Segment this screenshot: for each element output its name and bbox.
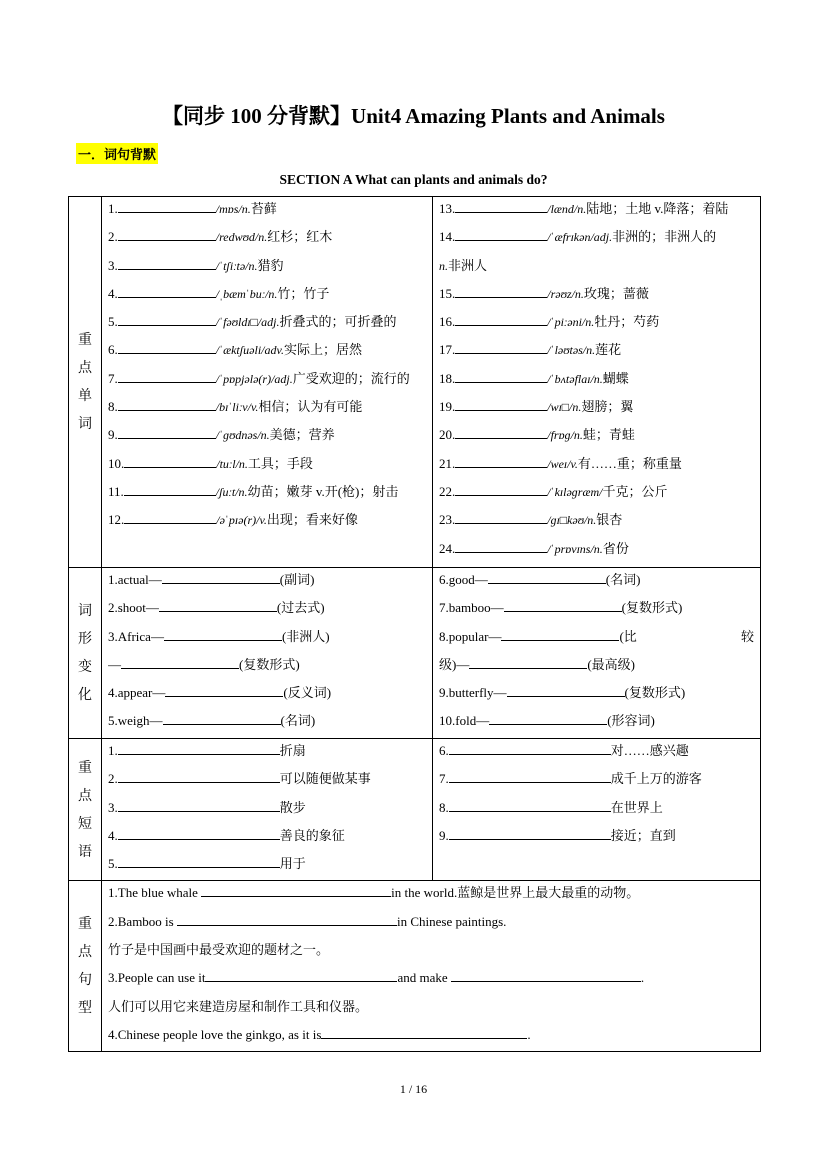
item-number: 3. xyxy=(108,257,118,273)
item-number: 6. xyxy=(439,743,449,758)
word-form-item xyxy=(439,653,754,681)
base-word: 9.butterfly— xyxy=(439,685,507,701)
phonetic: /ʃuːt/n. xyxy=(215,484,248,499)
base-word: — xyxy=(108,656,121,672)
meaning: 对……感兴趣 xyxy=(610,743,689,758)
answer-blank[interactable] xyxy=(455,368,547,383)
answer-blank[interactable] xyxy=(455,481,547,496)
sentence-text: 2.Bamboo is xyxy=(108,913,174,929)
answer-blank[interactable] xyxy=(455,509,547,524)
meaning: 相信；认为有可能 xyxy=(258,399,363,415)
item-number: 7. xyxy=(439,771,449,787)
answer-blank[interactable] xyxy=(118,853,280,868)
base-word: 10.fold— xyxy=(439,713,490,729)
phonetic: /wɪ□/n. xyxy=(547,400,582,415)
meaning: 省份 xyxy=(602,540,629,556)
page-number: 1 / 16 xyxy=(399,1082,428,1096)
base-word: 级)— xyxy=(439,656,470,672)
item-number: 23. xyxy=(439,512,456,528)
sentence-text: in the world. xyxy=(391,885,458,901)
answer-blank[interactable] xyxy=(118,226,216,241)
form-hint: (反义词) xyxy=(283,685,332,701)
row-label-sentences: 重点句型 xyxy=(69,881,102,1052)
phonetic: /ˈæfrɪkən/adj. xyxy=(547,230,613,245)
answer-blank[interactable] xyxy=(118,255,216,270)
forms-right xyxy=(433,568,761,739)
phrase-item xyxy=(108,852,426,880)
meaning: 有……重；称重量 xyxy=(577,455,682,471)
answer-blank[interactable] xyxy=(455,339,547,354)
form-hint: (形容词) xyxy=(607,713,655,729)
meaning: 莲花 xyxy=(595,342,622,358)
answer-blank[interactable] xyxy=(118,311,216,326)
sentence-translation: 人们可以用它来建造房屋和制作工具和仪器。 xyxy=(108,998,369,1014)
word-form-item xyxy=(108,625,426,653)
item-number: 21. xyxy=(439,455,456,471)
sentence-2 xyxy=(108,910,754,938)
sentence-translation: 蓝鲸是世界上最大最重的动物。 xyxy=(457,885,640,901)
item-number: 8. xyxy=(108,399,118,415)
phrase-item xyxy=(439,767,754,795)
vocab-right xyxy=(433,197,761,568)
word-form-item xyxy=(108,596,426,624)
answer-blank[interactable] xyxy=(455,283,547,298)
form-hint: (复数形式) xyxy=(621,600,683,616)
vocab-item xyxy=(108,395,426,423)
worksheet-table xyxy=(68,196,761,1052)
meaning: 在世界上 xyxy=(610,799,663,815)
item-number: 6. xyxy=(108,342,118,358)
item-number: 1. xyxy=(108,743,118,758)
form-hint: 较 xyxy=(740,628,754,644)
answer-blank[interactable] xyxy=(455,424,547,439)
phrase-item xyxy=(108,824,426,852)
sentence-text: 1.The blue whale xyxy=(108,885,198,901)
item-number: 12. xyxy=(108,512,125,528)
word-form-item xyxy=(439,709,754,737)
phonetic: n. xyxy=(439,258,448,273)
meaning: 陆地；土地 v.降落；着陆 xyxy=(586,201,729,216)
form-hint: (复数形式) xyxy=(239,656,300,672)
answer-blank[interactable] xyxy=(449,797,611,812)
item-number: 5. xyxy=(108,856,118,872)
answer-blank[interactable] xyxy=(121,654,239,669)
answer-blank[interactable] xyxy=(449,740,611,755)
item-number: 1. xyxy=(108,201,118,216)
sentence-3 xyxy=(108,966,754,994)
item-number: 19. xyxy=(439,399,456,415)
answer-blank[interactable] xyxy=(124,453,216,468)
form-hint: (名词) xyxy=(280,713,316,729)
vocab-item xyxy=(439,197,754,225)
meaning: 美德；营养 xyxy=(269,427,335,443)
item-number: 7. xyxy=(108,370,118,386)
phonetic: /bɪˈliːv/v. xyxy=(215,400,259,415)
phonetic: /ˈɡʊdnəs/n. xyxy=(215,428,270,443)
phrase-item xyxy=(439,739,754,767)
answer-blank[interactable] xyxy=(164,626,282,641)
vocab-item xyxy=(108,367,426,395)
form-hint: (非洲人) xyxy=(281,628,330,644)
item-number: 20. xyxy=(439,427,456,443)
meaning: 翅膀；翼 xyxy=(581,399,634,415)
phonetic: /ˈbʌtəflaɪ/n. xyxy=(547,371,603,386)
meaning: 接近；直到 xyxy=(610,827,676,843)
vocab-item xyxy=(439,395,754,423)
answer-blank[interactable] xyxy=(455,226,547,241)
word-form-left xyxy=(439,625,637,653)
base-word: 4.appear— xyxy=(108,685,166,701)
phonetic: /frɒɡ/n. xyxy=(547,428,583,443)
vocab-item xyxy=(108,338,426,366)
answer-blank[interactable] xyxy=(455,311,547,326)
base-word: 6.good— xyxy=(439,572,488,587)
word-form-item xyxy=(108,709,426,737)
meaning: 实际上；居然 xyxy=(283,342,362,358)
item-number: 14. xyxy=(439,229,456,245)
answer-blank[interactable] xyxy=(321,1024,527,1039)
item-number: 18. xyxy=(439,370,456,386)
item-number: 9. xyxy=(108,427,118,443)
row-label-phrases: 重点短语 xyxy=(69,739,102,881)
answer-blank[interactable] xyxy=(165,682,283,697)
meaning: 猎豹 xyxy=(257,257,284,273)
phonetic: /ˈləʊtəs/n. xyxy=(547,343,596,358)
meaning: 玫瑰；蔷薇 xyxy=(583,285,649,301)
vocab-item xyxy=(439,508,754,536)
answer-blank[interactable] xyxy=(201,882,391,897)
meaning: 竹；竹子 xyxy=(277,285,330,301)
meaning: 蛙；青蛙 xyxy=(582,427,635,443)
answer-blank[interactable] xyxy=(455,396,547,411)
vocab-item xyxy=(108,225,426,253)
word-form-item xyxy=(439,568,754,596)
item-number: 15. xyxy=(439,285,456,301)
answer-blank[interactable] xyxy=(469,654,587,669)
answer-blank[interactable] xyxy=(501,626,619,641)
answer-blank[interactable] xyxy=(489,710,607,725)
answer-blank[interactable] xyxy=(118,198,216,213)
vocab-item xyxy=(108,197,426,225)
forms-left xyxy=(102,568,433,739)
form-hint: (名词) xyxy=(605,572,641,587)
base-word: 3.Africa— xyxy=(108,628,164,644)
answer-blank[interactable] xyxy=(162,569,280,584)
meaning: 千克；公斤 xyxy=(602,483,668,499)
item-number: 16. xyxy=(439,314,456,330)
answer-blank[interactable] xyxy=(118,797,280,812)
phonetic: /redwʊd/n. xyxy=(215,230,268,245)
row-label-vocab: 重点单词 xyxy=(69,197,102,568)
vocab-item xyxy=(108,282,426,310)
base-word: 2.shoot— xyxy=(108,600,159,616)
item-number: 13. xyxy=(439,201,456,216)
meaning: 银杏 xyxy=(596,512,623,528)
answer-blank[interactable] xyxy=(118,740,280,755)
sentence-4 xyxy=(108,1023,754,1051)
base-word: 5.weigh— xyxy=(108,713,163,729)
phrase-item xyxy=(439,824,754,852)
phonetic: /ɡɪ□kəʊ/n. xyxy=(547,513,597,528)
form-hint: (副词) xyxy=(279,572,315,587)
phrases-left xyxy=(102,739,433,881)
sentence-1 xyxy=(108,881,754,909)
item-number: 24. xyxy=(439,540,456,556)
answer-blank[interactable] xyxy=(118,768,280,783)
phrase-item xyxy=(108,796,426,824)
answer-blank[interactable] xyxy=(118,339,216,354)
phonetic: /ˈkɪləɡræm/ xyxy=(547,484,603,499)
vocab-item xyxy=(439,310,754,338)
answer-blank[interactable] xyxy=(449,768,611,783)
item-number: 22. xyxy=(439,483,456,499)
vocab-item xyxy=(108,254,426,282)
meaning: 工具；手段 xyxy=(247,455,313,471)
phonetic: /rəʊz/n. xyxy=(547,286,584,301)
answer-blank[interactable] xyxy=(507,682,625,697)
sentence-text: 4.Chinese people love the ginkgo, as it is xyxy=(108,1026,322,1042)
section-heading: 一．词句背默 xyxy=(76,143,158,164)
vocab-item xyxy=(439,338,754,366)
vocab-item xyxy=(439,367,754,395)
phrase-item xyxy=(108,739,426,767)
sentence-text: and make xyxy=(397,970,448,986)
answer-blank[interactable] xyxy=(504,597,622,612)
meaning: 善良的象征 xyxy=(279,827,345,843)
meaning: 广受欢迎的；流行的 xyxy=(292,370,410,386)
base-word: 7.bamboo— xyxy=(439,600,504,616)
vocab-item xyxy=(439,225,754,253)
sentences xyxy=(102,881,761,1052)
sentence-text: 3.People can use it xyxy=(108,970,206,986)
answer-blank[interactable] xyxy=(124,481,216,496)
answer-blank[interactable] xyxy=(455,538,547,553)
answer-blank[interactable] xyxy=(124,509,216,524)
item-number: 2. xyxy=(108,771,118,787)
phrases-right xyxy=(433,739,761,881)
item-number: 3. xyxy=(108,799,118,815)
item-number: 11. xyxy=(108,483,124,499)
word-form-item xyxy=(439,681,754,709)
item-number: 4. xyxy=(108,827,118,843)
phonetic: /ˈfəʊldɪ□/adj. xyxy=(215,315,280,330)
vocab-item xyxy=(108,423,426,451)
phonetic: /mɒs/n. xyxy=(215,202,251,216)
phonetic: /lænd/n. xyxy=(547,202,587,216)
page-title: 【同步 100 分背默】Unit4 Amazing Plants and Animals xyxy=(162,104,665,128)
item-number: 9. xyxy=(439,827,449,843)
answer-blank[interactable] xyxy=(449,825,611,840)
answer-blank[interactable] xyxy=(118,396,216,411)
word-form-item xyxy=(108,653,426,681)
phrase-item xyxy=(439,796,754,824)
phonetic: /ˈpiːəni/n. xyxy=(547,315,595,330)
form-hint: (比 xyxy=(619,628,637,644)
meaning: 红杉；红木 xyxy=(267,229,333,245)
phonetic: /ˈprɒvɪns/n. xyxy=(547,541,603,556)
item-number: 10. xyxy=(108,455,125,471)
answer-blank[interactable] xyxy=(205,967,397,982)
answer-blank[interactable] xyxy=(118,424,216,439)
meaning: 折扇 xyxy=(279,743,306,758)
meaning: 散步 xyxy=(279,799,306,815)
phrase-item xyxy=(108,767,426,795)
vocab-item xyxy=(439,282,754,310)
vocab-item xyxy=(439,452,754,480)
phonetic: /əˈpɪə(r)/v. xyxy=(216,513,267,528)
word-form-item xyxy=(439,596,754,624)
meaning: 牡丹；芍药 xyxy=(594,314,660,330)
form-hint: (过去式) xyxy=(276,600,325,616)
meaning: 非洲的；非洲人的 xyxy=(612,229,717,245)
vocab-item xyxy=(439,254,754,282)
base-word: 1.actual— xyxy=(108,572,162,587)
row-label-forms: 词形变化 xyxy=(69,568,102,739)
phonetic: /ˈæktʃuəli/adv. xyxy=(215,343,284,358)
word-form-item xyxy=(108,681,426,709)
answer-blank[interactable] xyxy=(118,283,216,298)
vocab-item xyxy=(108,508,426,536)
sentence-translation: 竹子是中国画中最受欢迎的题材之一。 xyxy=(108,942,330,958)
phonetic: /tuːl/n. xyxy=(216,456,248,471)
answer-blank[interactable] xyxy=(451,967,641,982)
sentence-text: in Chinese paintings. xyxy=(396,913,507,929)
answer-blank[interactable] xyxy=(163,710,281,725)
vocab-item xyxy=(108,480,426,508)
vocab-item xyxy=(439,480,754,508)
answer-blank[interactable] xyxy=(455,453,547,468)
sentence-text: . xyxy=(640,970,645,986)
vocab-item xyxy=(108,452,426,480)
phonetic: /ˌbæmˈbuː/n. xyxy=(215,286,278,301)
meaning: 用于 xyxy=(279,856,306,872)
meaning: 幼苗；嫩芽 v.开(枪)；射击 xyxy=(247,483,399,499)
item-number: 5. xyxy=(108,314,118,330)
meaning: 可以随便做某事 xyxy=(279,771,371,787)
vocab-item xyxy=(439,423,754,451)
sentence-text: . xyxy=(527,1026,531,1042)
answer-blank[interactable] xyxy=(118,368,216,383)
answer-blank[interactable] xyxy=(488,569,606,584)
form-hint: (最高级) xyxy=(587,656,636,672)
phonetic: /weɪ/v. xyxy=(547,456,578,471)
answer-blank[interactable] xyxy=(118,825,280,840)
meaning: 出现；看来好像 xyxy=(266,512,358,528)
phonetic: /ˈpɒpjələ(r)/adj. xyxy=(215,371,293,386)
item-number: 8. xyxy=(439,799,449,815)
meaning: 苔藓 xyxy=(250,201,277,216)
meaning: 非洲人 xyxy=(448,257,488,273)
answer-blank[interactable] xyxy=(159,597,277,612)
meaning: 蝴蝶 xyxy=(602,370,629,386)
answer-blank[interactable] xyxy=(455,198,547,213)
meaning: 成千上万的游客 xyxy=(610,771,702,787)
item-number: 2. xyxy=(108,229,118,245)
form-hint: (复数形式) xyxy=(624,685,686,701)
vocab-item xyxy=(439,537,754,565)
vocab-item xyxy=(108,310,426,338)
phonetic: /ˈtʃiːtə/n. xyxy=(215,258,258,273)
section-subtitle: SECTION A What can plants and animals do? xyxy=(279,172,548,187)
word-form-item xyxy=(108,568,426,596)
answer-blank[interactable] xyxy=(177,911,397,926)
meaning: 折叠式的；可折叠的 xyxy=(279,314,397,330)
vocab-left xyxy=(102,197,433,568)
word-form-item xyxy=(439,625,754,653)
base-word: 8.popular— xyxy=(439,628,502,644)
item-number: 17. xyxy=(439,342,456,358)
item-number: 4. xyxy=(108,285,118,301)
